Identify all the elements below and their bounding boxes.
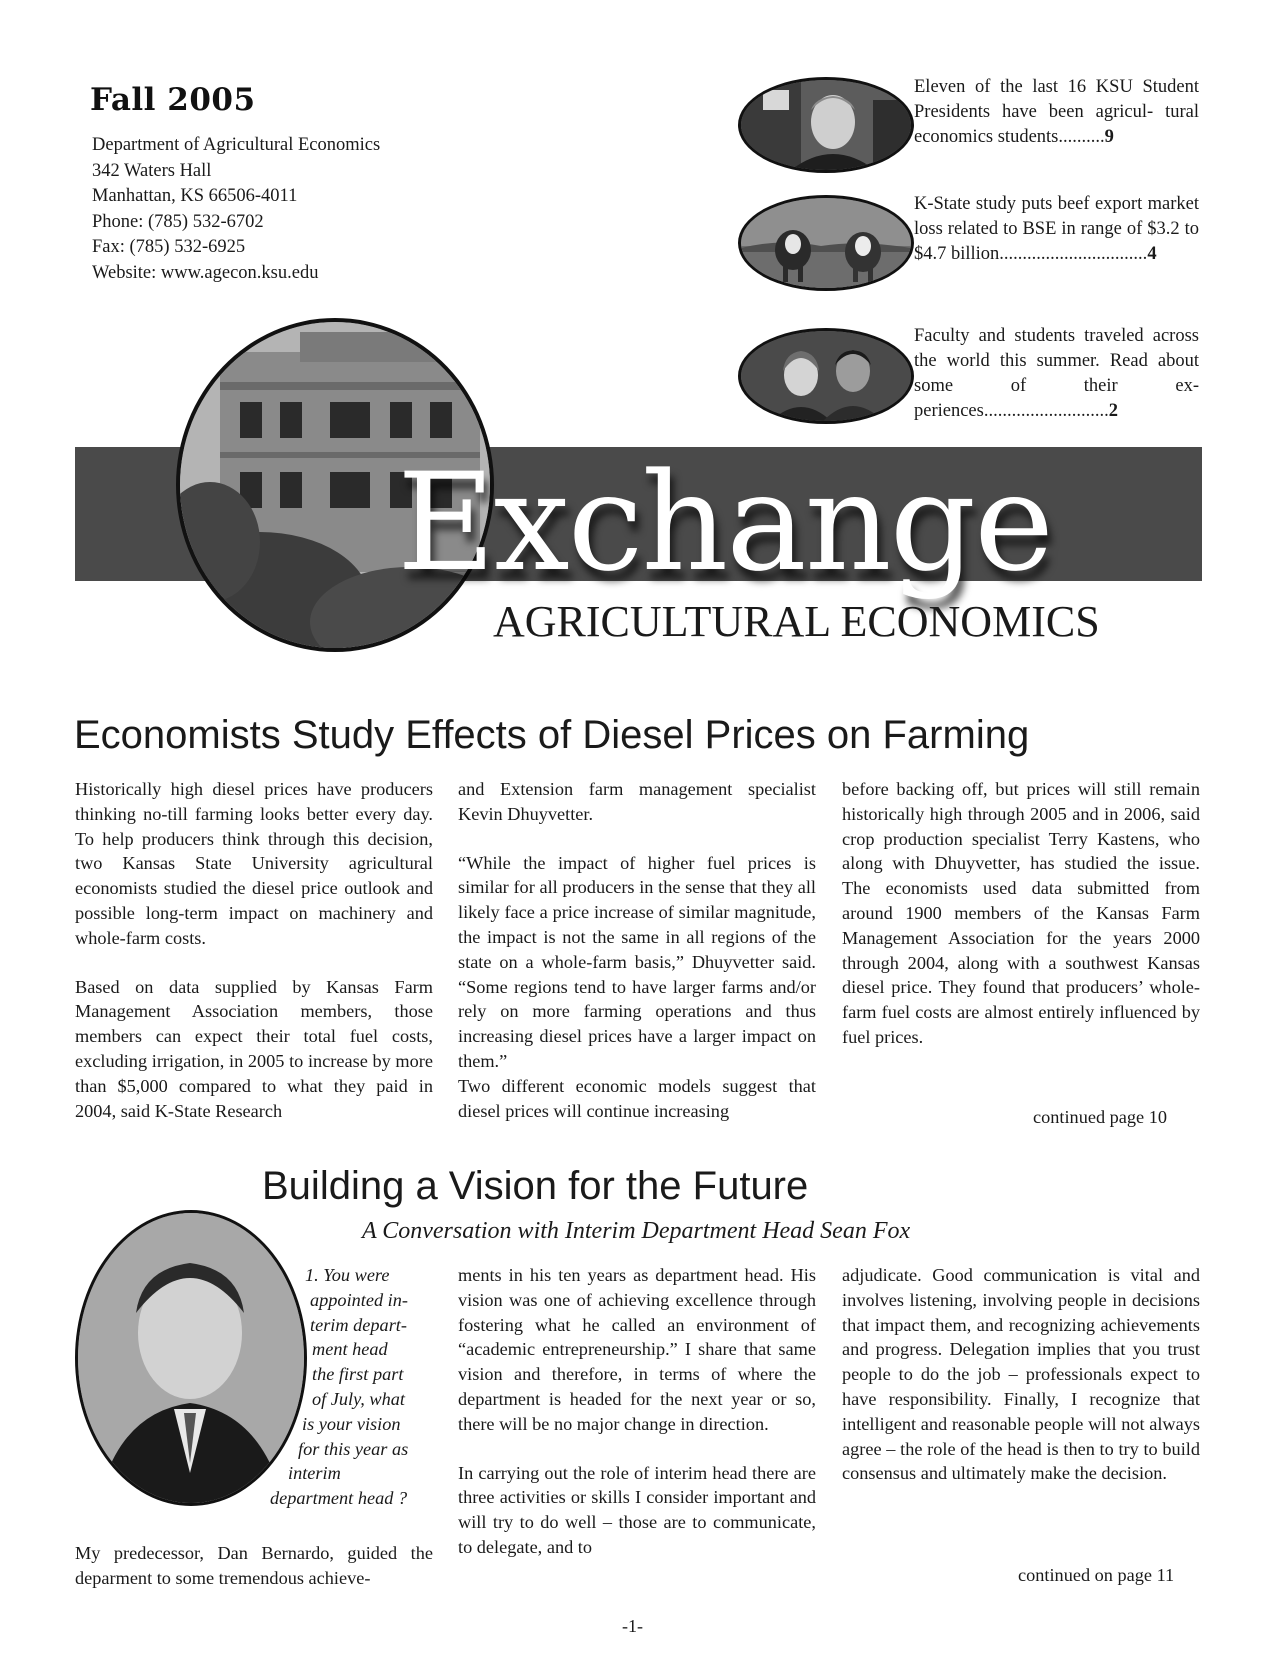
department-address (92, 133, 380, 286)
teaser-text: Faculty and students traveled across the world this summer. Read about some of their ex- periences........................... (914, 326, 1199, 421)
cattle-image (741, 198, 911, 288)
teaser-beef-export (914, 192, 1199, 267)
question-line: ment head (312, 1339, 388, 1360)
travelers-photo (738, 328, 914, 424)
teaser-page-number: 4 (1147, 244, 1157, 264)
paragraph: Historically high diesel prices have producers thinking no-till farming looks better every day. To help producers think through this decision, two Kansas State University agricultural economists studied the diesel price outlook and possible long-term impact on machinery and whole-farm costs. (75, 779, 433, 948)
paragraph: In carrying out the role of interim head there are three activities or skills I consider important and will try to do well – those are to communicate, to delegate, and to (458, 1462, 816, 1557)
newsletter-title: Exchange (397, 444, 1052, 601)
teaser-text: K-State study puts beef export market loss related to BSE in range of $3.2 to $4.7 billion................................ (914, 194, 1199, 264)
issue-date: Fall 2005 (90, 82, 256, 118)
article2-column-1 (75, 1541, 433, 1591)
sean-fox-portrait (75, 1210, 307, 1506)
article2-continued: continued on page 11 (1018, 1565, 1175, 1585)
student-president-photo (738, 77, 914, 173)
newsletter-subtitle: AGRICULTURAL ECONOMICS (493, 597, 1100, 646)
portrait-image (741, 80, 911, 170)
phone-line: Phone: (785) 532-6702 (92, 211, 264, 232)
question-line: appointed in- (310, 1289, 408, 1310)
article1-continued: continued page 10 (1033, 1107, 1168, 1127)
address-line: 342 Waters Hall (92, 160, 212, 181)
website-line: Website: www.agecon.ksu.edu (92, 262, 319, 283)
question-line: is your vision (302, 1413, 401, 1434)
paragraph: before backing off, but prices will still remain historically high through 2005 and in 2006, said crop production specialist Terry Kastens, who along with Dhuyvetter, has studied the issue. The economists used data submitted from around 1900 members of the Kansas Farm Management Association for the years 2000 through 2004, along with a southwest Kansas diesel price. They found that producers’ whole-farm fuel costs are almost entirely influenced by fuel prices. (842, 779, 1200, 1047)
teaser-travel (914, 324, 1199, 424)
address-line: Department of Agricultural Economics (92, 135, 381, 155)
article2-column-2 (458, 1263, 816, 1560)
fax-line: Fax: (785) 532-6925 (92, 237, 246, 257)
paragraph: and Extension farm management specialist Kevin Dhuyvetter. (458, 779, 816, 824)
paragraph: Two different economic models suggest that diesel prices will continue increasing (458, 1075, 816, 1121)
teaser-text: Eleven of the last 16 KSU Student Presidents have been agricul- tural economics students.......... (914, 77, 1199, 147)
question-line: 1. You were (305, 1265, 390, 1285)
paragraph: My predecessor, Dan Bernardo, guided the deparment to some tremendous achieve- (75, 1543, 433, 1588)
travelers-image (741, 331, 911, 421)
article2-headline: Building a Vision for the Future (262, 1164, 809, 1208)
question-line: interim (288, 1463, 341, 1484)
teaser-page-number: 9 (1104, 127, 1114, 147)
article1-headline: Economists Study Effects of Diesel Prices on Farming (74, 713, 1030, 757)
article1-column-1 (75, 777, 433, 1123)
question-line: of July, what (312, 1388, 405, 1409)
teaser-student-presidents (914, 75, 1199, 150)
article1-column-3 (842, 777, 1200, 1050)
article1-column-2 (458, 777, 816, 1123)
cattle-photo (738, 195, 914, 291)
question-line: for this year as (298, 1438, 409, 1459)
interview-question (270, 1263, 440, 1511)
paragraph: adjudicate. Good communication is vital and involves listening, involving people in decisions that impact them, and recognizing achievements and progress. Delegation implies that you trust people to do the job – professionals expect to have responsibility. Finally, I recognize that intelligent and reasonable people will not always agree – the role of the head is then to try to build consensus and ultimately make the decision. (842, 1265, 1200, 1484)
portrait-image (78, 1213, 304, 1503)
paragraph: “While the impact of higher fuel prices is similar for all producers in the sense that they all likely face a price increase of similar magnitude, the impact is not the same in all regions of the state on a whole-farm basis,” Dhuyvetter said. “Some regions tend to have larger farms and/or rely on more farming operations and thus increasing diesel prices have a larger impact on them.” (458, 852, 816, 1071)
question-line: department head ? (270, 1488, 408, 1509)
article2-column-3 (842, 1263, 1200, 1486)
teaser-page-number: 2 (1108, 401, 1118, 421)
question-line: terim depart- (310, 1314, 407, 1335)
paragraph: Based on data supplied by Kansas Farm Management Association members, those members can expect their total fuel costs, excluding irrigation, in 2005 to increase by more than $5,000 compared to what they paid in 2004, said K-State Research (75, 976, 433, 1121)
address-line: Manhattan, KS 66506-4011 (92, 186, 298, 206)
page-number: -1- (622, 1616, 643, 1636)
question-line: the first part (312, 1364, 404, 1385)
article2-subheadline: A Conversation with Interim Department Head Sean Fox (362, 1218, 911, 1244)
paragraph: ments in his ten years as department head. His vision was one of achieving excellence through fostering what he called an environment of “academic entrepreneurship.” I share that same vision and therefore, in terms of where the department is headed for the next year or so, there will be no major change in direction. (458, 1265, 816, 1434)
